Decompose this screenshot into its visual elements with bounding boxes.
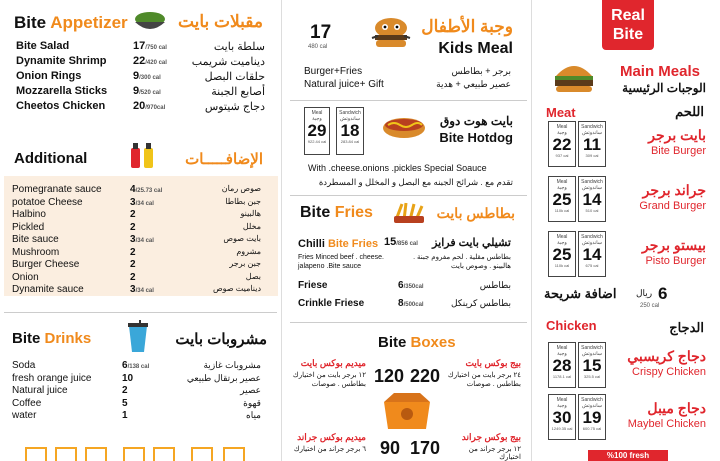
sandwich-cal: 675 cal bbox=[585, 263, 599, 268]
item-price-wrap bbox=[130, 222, 136, 233]
item-cal: /970cal bbox=[145, 105, 166, 111]
item-name: Onion bbox=[12, 271, 39, 283]
item-name-ar: أصابع الجبنة bbox=[211, 86, 265, 98]
mid-box-desc: ١٢ برجر بايت من اختيارك بطاطس . صوصات bbox=[292, 372, 366, 388]
divider bbox=[290, 195, 527, 196]
box-label: Meal bbox=[556, 345, 568, 351]
box-label: Meal bbox=[556, 397, 568, 403]
meal-box bbox=[548, 394, 576, 440]
meal-box bbox=[548, 176, 576, 222]
item-name-ar: بطاطس bbox=[479, 280, 511, 290]
meal-box bbox=[548, 231, 576, 277]
item-name: Burger Cheese bbox=[12, 259, 80, 270]
kids-title: Kids Meal bbox=[438, 40, 513, 57]
kids-title-ar: وجبة الأطفال bbox=[421, 17, 513, 36]
meal-price: 25 bbox=[552, 190, 572, 209]
item-cal: /420 cal bbox=[145, 60, 167, 66]
big2-box-price: 170 bbox=[410, 438, 441, 458]
sandwich-cal: 510 cal bbox=[585, 208, 599, 213]
hotdog-title: Bite Hotdog bbox=[439, 130, 513, 145]
item-price-wrap bbox=[122, 410, 128, 421]
big2-box-desc: ١٢ برجر جراند من اختيارك bbox=[468, 446, 521, 461]
meal-cal: 1178.1 cal bbox=[552, 374, 572, 379]
item-name: Dynamite sauce bbox=[12, 284, 84, 295]
item-name-ar: مياه bbox=[246, 410, 261, 420]
item-price: 9 bbox=[133, 85, 140, 97]
item-price-wrap bbox=[130, 234, 154, 245]
item-name-ar: جبن برجر bbox=[229, 259, 261, 268]
kids-desc-ar-1: برجر + بطاطس bbox=[451, 66, 511, 76]
sandwich-price: 14 bbox=[582, 245, 602, 264]
box-label: Meal bbox=[311, 110, 323, 116]
meal-cal: 110k cal bbox=[554, 208, 570, 213]
big-box-price: 220 bbox=[410, 366, 441, 386]
item-price: 5 bbox=[122, 397, 128, 409]
item-cal: /34 cal bbox=[135, 238, 154, 244]
decorative-lines bbox=[24, 440, 254, 461]
additional-title-ar: الإضافـــــات bbox=[185, 151, 263, 168]
chilli-name-2: Bite Fries bbox=[327, 238, 379, 250]
main-title bbox=[620, 63, 700, 80]
fresh-badge: %100 fresh bbox=[588, 450, 668, 461]
burger-mascot-icon bbox=[370, 16, 412, 54]
item-cal: /34 cal bbox=[135, 288, 154, 294]
item-price: 2 bbox=[130, 259, 136, 270]
item-price-wrap bbox=[130, 209, 136, 220]
item-price-wrap bbox=[130, 284, 154, 295]
item-name-ar: قهوة bbox=[243, 397, 261, 408]
drinks-title bbox=[12, 330, 91, 347]
sandwich-box bbox=[578, 231, 606, 277]
item-price-wrap bbox=[122, 398, 128, 409]
item-price: 6 bbox=[122, 360, 128, 371]
item-name: Bite Burger bbox=[650, 145, 706, 157]
kids-desc-1: Burger+Fries bbox=[304, 66, 363, 77]
mid2-box-desc: ٦ برجر جراند من اختيارك bbox=[293, 446, 366, 453]
item-name: Natural juice bbox=[12, 385, 68, 396]
item-name: fresh orange juice bbox=[12, 372, 92, 384]
item-price: 9 bbox=[133, 70, 140, 82]
sandwich-box bbox=[578, 394, 606, 440]
item-cal: /750 cal bbox=[145, 45, 167, 51]
additional-title: Additional bbox=[14, 150, 88, 167]
sandwich-box bbox=[578, 342, 606, 388]
hotdog-meal-price: 29 bbox=[307, 121, 327, 140]
meal-price: 28 bbox=[552, 356, 572, 375]
box-label: Meal bbox=[556, 179, 568, 185]
meal-price: 30 bbox=[552, 408, 572, 427]
sandwich-price: 19 bbox=[582, 408, 602, 427]
chilli-name-1: Chilli bbox=[298, 238, 325, 250]
box-label-ar: وجبة bbox=[557, 130, 567, 136]
chilli-desc: Fries Minced beef . cheese. jalapeno .Bite sauce bbox=[298, 254, 384, 270]
hotdog-sandwich-cal: 283.84 cal bbox=[340, 139, 360, 144]
item-price: 1 bbox=[122, 410, 128, 421]
item-name: Cheetos Chicken bbox=[16, 100, 106, 112]
item-price: 20 bbox=[133, 100, 146, 112]
item-name-ar: ديناميت شريمب bbox=[191, 56, 265, 68]
meal-box bbox=[548, 121, 576, 167]
item-name-ar: بايت برجر bbox=[648, 127, 706, 143]
hotdog-meal-cal: 922.44 cal bbox=[307, 139, 327, 144]
kids-cal: 480 cal bbox=[308, 44, 328, 50]
item-name-ar: دجاج ميبل bbox=[647, 400, 706, 416]
kids-desc-2: Natural juice+ Gift bbox=[304, 79, 384, 90]
item-price: 2 bbox=[130, 271, 136, 283]
box-label-ar: ساندوتش bbox=[582, 351, 602, 357]
item-price-wrap bbox=[130, 272, 136, 283]
box-header bbox=[579, 232, 605, 246]
item-price: 2 bbox=[130, 209, 136, 220]
hotdog-sandwich-box bbox=[336, 107, 364, 155]
appetizer-title-2: Appetizer bbox=[50, 13, 128, 32]
box-header bbox=[579, 343, 605, 357]
item-name: Friese bbox=[298, 280, 328, 291]
item-name: Pickled bbox=[12, 221, 45, 233]
meal-price: 22 bbox=[552, 135, 572, 154]
item-cal: /34 cal bbox=[135, 200, 154, 207]
drinks-title-2: Drinks bbox=[44, 330, 92, 347]
real-bite-logo bbox=[602, 0, 654, 50]
item-name-ar: جراند برجر bbox=[642, 182, 706, 198]
big-box-ar: بيج بوكس بايت bbox=[465, 358, 521, 368]
main-title-ar: الوجبات الرئيسية bbox=[622, 81, 706, 95]
item-name-ar: مشروبات غازية bbox=[203, 360, 261, 370]
drinks-title-ar: مشروبات بايت bbox=[175, 331, 267, 348]
item-price: 6 bbox=[398, 280, 404, 291]
item-price: 22 bbox=[133, 55, 146, 67]
meal-cal: 110k cal bbox=[554, 263, 570, 268]
box-header bbox=[549, 177, 575, 191]
box-header bbox=[549, 343, 575, 357]
item-price-wrap bbox=[130, 247, 136, 258]
box-header bbox=[549, 122, 575, 136]
item-name-ar: بايت صوص bbox=[223, 234, 261, 243]
item-name: Mushroom bbox=[12, 246, 60, 258]
item-name: Maybel Chicken bbox=[627, 418, 706, 430]
item-name: potatoe Cheese bbox=[12, 196, 83, 208]
item-name: Coffee bbox=[12, 397, 42, 409]
item-name-ar: بطاطس كرينكل bbox=[450, 298, 511, 308]
box-label-ar: وجبة bbox=[557, 403, 567, 409]
hotdog-icon bbox=[382, 113, 426, 141]
drinks-title-1: Bite bbox=[12, 330, 41, 347]
sandwich-box bbox=[578, 121, 606, 167]
chicken-title: Chicken bbox=[546, 318, 597, 333]
item-cal: /300 cal bbox=[139, 75, 161, 81]
logo-line-1: Real bbox=[611, 7, 645, 24]
fries-title-2: Fries bbox=[334, 204, 373, 221]
slice-currency: ريال bbox=[636, 288, 653, 298]
big-box-desc: ٢٤ برجر بايت من اختيارك بطاطس . صوصات bbox=[447, 372, 521, 388]
burger-icon bbox=[552, 60, 596, 94]
item-name-ar: مشروم bbox=[236, 246, 261, 256]
fries-title bbox=[300, 204, 373, 222]
item-price-wrap bbox=[130, 259, 136, 270]
item-price-wrap bbox=[133, 40, 167, 52]
item-name: Onion Rings bbox=[16, 70, 82, 82]
box-label: Meal bbox=[556, 124, 568, 130]
logo-line-2: Bite bbox=[612, 26, 644, 43]
item-price: 4 bbox=[130, 184, 136, 195]
item-price-wrap bbox=[130, 197, 154, 208]
box-header bbox=[549, 232, 575, 246]
mid2-box-price: 90 bbox=[380, 438, 401, 458]
item-price-wrap bbox=[398, 280, 424, 291]
divider bbox=[4, 312, 277, 313]
item-price-wrap bbox=[133, 55, 167, 67]
salad-bowl-icon bbox=[132, 10, 168, 34]
hotdog-meal-box bbox=[304, 107, 330, 155]
appetizer-title-ar: مقبلات بايت bbox=[177, 12, 263, 31]
box-header bbox=[549, 395, 575, 409]
meat-title-ar: اللحم bbox=[675, 104, 704, 119]
item-price: 2 bbox=[130, 221, 136, 233]
slice-cal: 250 cal bbox=[640, 303, 660, 309]
item-name-ar: عصير bbox=[240, 385, 261, 395]
item-name-ar: سلطة بايت bbox=[213, 41, 265, 53]
meal-price: 25 bbox=[552, 245, 572, 264]
item-price: 2 bbox=[130, 246, 136, 258]
hotdog-desc: With .cheese.onions .pickles Special Soauce bbox=[308, 163, 487, 173]
boxes-title-1: Bite bbox=[378, 334, 407, 351]
kids-price: 17 bbox=[310, 22, 332, 43]
box-header bbox=[579, 177, 605, 191]
mid-box-price: 120 bbox=[374, 366, 405, 386]
box-label-ar: وجبة bbox=[557, 185, 567, 191]
box-header bbox=[579, 122, 605, 136]
box-label: Sandwich bbox=[581, 179, 603, 185]
item-name-ar: دجاج شيتوس bbox=[204, 101, 265, 113]
sandwich-cal: 325.5 cal bbox=[583, 374, 601, 379]
hotdog-title-ar: بايت هوت دوق bbox=[439, 114, 513, 128]
item-name: water bbox=[12, 410, 37, 421]
divider bbox=[290, 322, 527, 323]
box-label-ar: وجبة bbox=[312, 116, 322, 122]
mid2-box-ar: ميديم بوكس جراند bbox=[297, 432, 366, 442]
item-price: 17 bbox=[133, 40, 146, 52]
item-cal: /520 cal bbox=[139, 90, 161, 96]
item-name-ar: دجاج كريسبي bbox=[627, 348, 706, 364]
item-name: Grand Burger bbox=[639, 200, 706, 212]
item-name: Mozzarella Sticks bbox=[16, 85, 108, 97]
item-name: Halbino bbox=[12, 209, 46, 220]
sandwich-cal: 600.75 cal bbox=[582, 426, 602, 431]
item-price-wrap bbox=[122, 385, 128, 396]
item-name: Crispy Chicken bbox=[632, 366, 706, 378]
item-name: Bite Salad bbox=[16, 40, 70, 52]
item-price-wrap bbox=[133, 85, 161, 97]
item-name-ar: بصل bbox=[245, 271, 261, 281]
drink-cup-icon bbox=[124, 320, 152, 354]
left-panel bbox=[0, 0, 282, 461]
item-price-wrap bbox=[133, 70, 161, 82]
appetizer-title-1: Bite bbox=[14, 13, 47, 32]
item-price-wrap bbox=[122, 373, 133, 384]
sandwich-price: 11 bbox=[583, 135, 601, 154]
box-label-ar: ساندوتش bbox=[340, 116, 360, 122]
box-label-ar: ساندوتش bbox=[582, 403, 602, 409]
box-label-ar: وجبة bbox=[557, 240, 567, 246]
box-label: Sandwich bbox=[581, 234, 603, 240]
sandwich-price: 14 bbox=[582, 190, 602, 209]
item-name: Pomegranate sauce bbox=[12, 184, 102, 195]
chicken-title-ar: الدجاج bbox=[669, 320, 704, 335]
box-label-ar: ساندوتش bbox=[582, 185, 602, 191]
boxes-title bbox=[378, 334, 456, 351]
item-price-wrap bbox=[130, 184, 162, 195]
hotdog-sandwich-price: 18 bbox=[340, 121, 360, 140]
box-label: Sandwich bbox=[581, 397, 603, 403]
hotdog-desc-ar: تقدم مع . شرائح الجبنه مع البصل و المخلل و المسطردة bbox=[318, 177, 513, 187]
item-name-ar: ديناميت صوص bbox=[212, 284, 261, 293]
meal-box bbox=[548, 342, 576, 388]
item-name-ar: حلقات البصل bbox=[204, 71, 265, 83]
chilli-fries-name bbox=[298, 238, 378, 250]
item-price-wrap bbox=[398, 298, 424, 309]
box-label-ar: ساندوتش bbox=[582, 130, 602, 136]
item-price: 2 bbox=[122, 385, 128, 396]
box-label: Sandwich bbox=[339, 110, 361, 116]
mid-box-ar: ميديم بوكس بايت bbox=[300, 358, 366, 368]
meal-cal: 1249.35 cal bbox=[551, 426, 573, 431]
item-name: Bite sauce bbox=[12, 234, 59, 245]
item-price: 3 bbox=[130, 284, 136, 295]
item-price: 3 bbox=[130, 196, 136, 208]
meal-cal: 937 cal bbox=[555, 153, 569, 158]
sandwich-cal: 309 cal bbox=[585, 153, 599, 158]
sandwich-price: 15 bbox=[582, 356, 602, 375]
item-name: Crinkle Friese bbox=[298, 298, 365, 309]
item-name-ar: بيستو برجر bbox=[642, 237, 706, 253]
food-box-icon bbox=[380, 392, 434, 430]
slice-title-ar: اضافة شريحة bbox=[544, 286, 617, 301]
sauce-bottles-icon bbox=[128, 142, 158, 170]
item-cal: /25.73 cal bbox=[135, 188, 163, 194]
fries-icon bbox=[390, 200, 428, 224]
chilli-title-ar: تشيلي بايت فرايز bbox=[432, 237, 511, 249]
chilli-price: 15 bbox=[384, 236, 397, 248]
kids-desc-ar-2: عصير طبيعي + هدية bbox=[436, 79, 511, 89]
item-price-wrap bbox=[122, 360, 149, 371]
item-price: 10 bbox=[122, 372, 134, 384]
item-name-ar: هالبينو bbox=[240, 209, 261, 218]
big2-box-ar: بيج بوكس جراند bbox=[461, 432, 521, 442]
main-title-en: Main Meals bbox=[619, 63, 700, 80]
item-cal: /500cal bbox=[403, 302, 424, 308]
box-label: Meal bbox=[556, 234, 568, 240]
middle-panel bbox=[286, 0, 532, 461]
box-label-ar: وجبة bbox=[557, 351, 567, 357]
chilli-cal: /856 cal bbox=[396, 241, 418, 247]
appetizer-title bbox=[14, 13, 128, 33]
item-name-ar: عصير برتقال طبيعي bbox=[186, 372, 261, 383]
box-label: Sandwich bbox=[581, 345, 603, 351]
item-price: 8 bbox=[398, 298, 404, 309]
right-panel bbox=[536, 0, 720, 461]
box-label: Sandwich bbox=[581, 124, 603, 130]
meat-title: Meat bbox=[546, 105, 576, 120]
fries-title-ar: بطاطس بايت bbox=[436, 205, 515, 221]
item-name-ar: جبن بطاطا bbox=[225, 196, 261, 206]
fries-title-1: Bite bbox=[300, 204, 331, 221]
sandwich-box bbox=[578, 176, 606, 222]
slice-price: 6 bbox=[658, 284, 668, 303]
box-header bbox=[579, 395, 605, 409]
boxes-title-2: Boxes bbox=[410, 334, 456, 351]
chilli-desc-ar: بطاطس مقلية . لحم مفروم جبنة . هالبينو . وصوص بايت bbox=[413, 254, 511, 270]
box-label-ar: ساندوتش bbox=[582, 240, 602, 246]
item-name: Pisto Burger bbox=[645, 255, 706, 267]
item-price-wrap bbox=[133, 100, 165, 112]
chilli-price-wrap bbox=[384, 236, 418, 248]
item-name-ar: صوص رمان bbox=[221, 184, 261, 193]
item-price: 3 bbox=[130, 234, 136, 245]
item-cal: /350cal bbox=[403, 284, 424, 290]
divider bbox=[290, 100, 527, 101]
item-name: Soda bbox=[12, 360, 36, 371]
item-cal: /138 cal bbox=[127, 364, 150, 370]
item-name: Dynamite Shrimp bbox=[16, 55, 107, 67]
item-name-ar: مخلل bbox=[242, 221, 261, 231]
